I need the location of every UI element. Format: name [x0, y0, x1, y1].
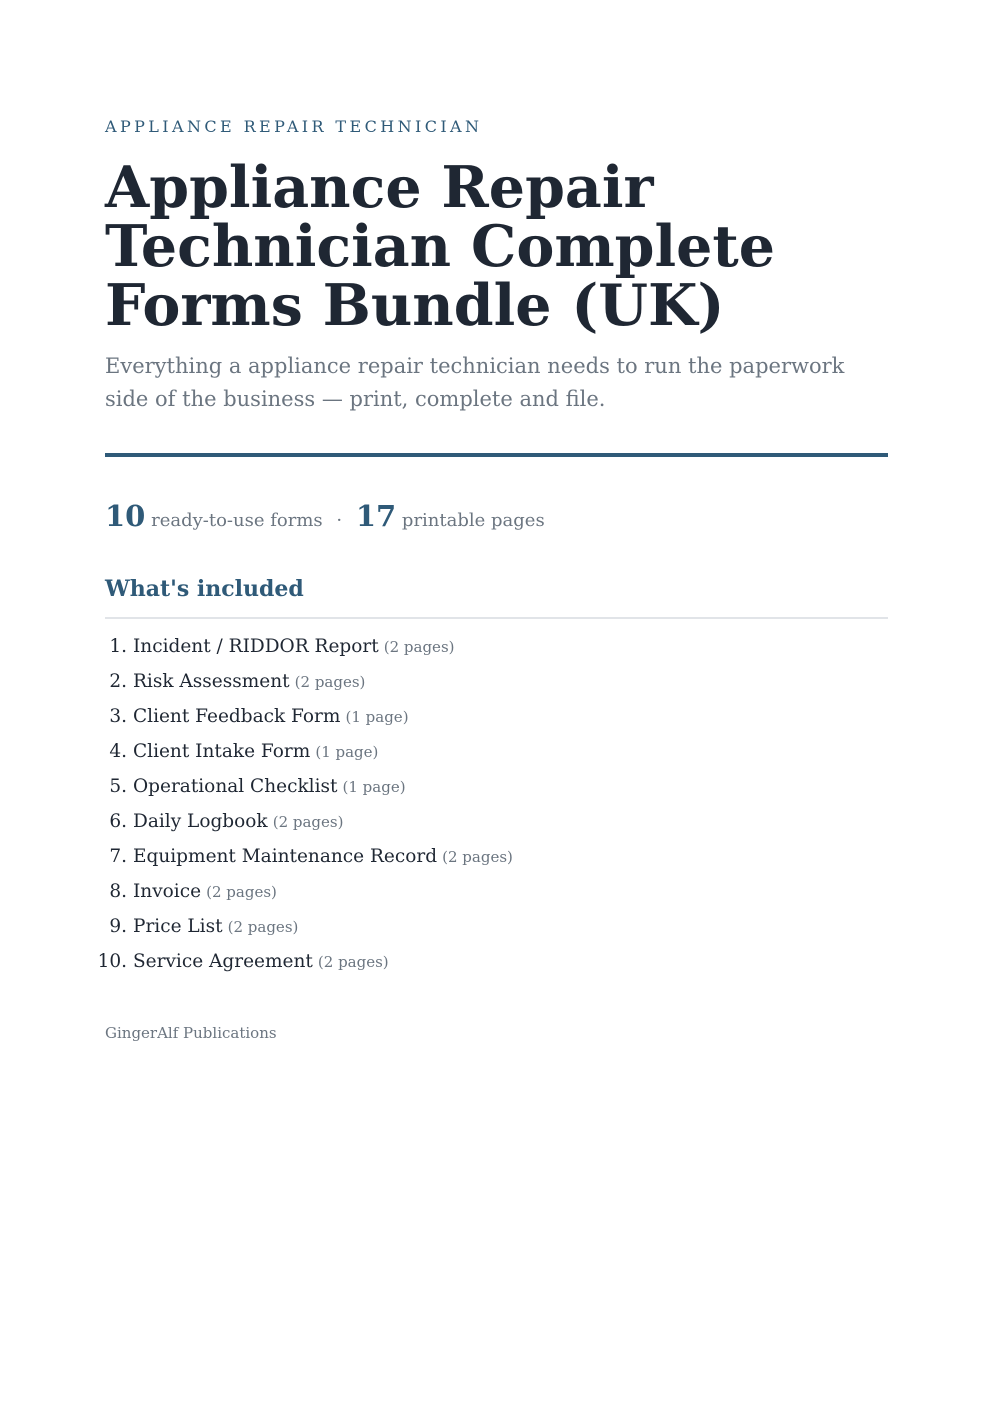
form-page-count: (1 page) [315, 743, 379, 761]
form-name: Client Feedback Form [133, 706, 341, 727]
included-heading: What's included [105, 576, 304, 602]
list-item-text [133, 707, 409, 726]
list-item-number: 4. [109, 741, 127, 762]
list-item-text [133, 847, 513, 866]
bundle-stats [105, 496, 545, 541]
form-name: Invoice [133, 881, 202, 902]
form-name: Daily Logbook [133, 811, 268, 832]
document-subtitle: Everything a appliance repair technician needs to run the paperwork side of the business — print, complete and file. [105, 354, 845, 411]
list-item-number: 7. [109, 846, 127, 867]
list-item [105, 839, 513, 874]
category-eyebrow: APPLIANCE REPAIR TECHNICIAN [105, 117, 483, 136]
forms-list [97, 629, 513, 979]
form-page-count: (2 pages) [227, 918, 299, 936]
document-title: Appliance Repair Technician Complete Forms Bundle (UK) [105, 154, 776, 339]
stats-separator: · [336, 510, 343, 531]
list-item-number: 2. [109, 671, 127, 692]
section-divider [105, 617, 888, 619]
form-page-count: (2 pages) [442, 848, 513, 866]
list-item-number: 9. [109, 916, 127, 937]
list-item [105, 629, 485, 664]
forms-count: 10 [105, 499, 146, 533]
form-name: Service Agreement [133, 951, 313, 972]
list-item-text [133, 882, 277, 901]
publisher-name: GingerAlf Publications [105, 1024, 277, 1042]
list-item-text [133, 812, 343, 831]
form-page-count: (2 pages) [317, 953, 389, 971]
list-item [105, 734, 485, 769]
list-item [105, 664, 485, 699]
pages-count: 17 [355, 499, 397, 533]
form-name: Incident / RIDDOR Report [133, 636, 379, 657]
form-page-count: (2 pages) [272, 813, 344, 831]
list-item-number: 5. [109, 776, 127, 797]
list-item-text [133, 637, 455, 656]
list-item-text [133, 917, 298, 936]
list-item-text [133, 777, 406, 796]
list-item [105, 909, 485, 944]
list-item-text [133, 742, 378, 761]
list-item-text [133, 672, 365, 691]
form-name: Operational Checklist [133, 776, 338, 797]
form-name: Price List [133, 916, 223, 937]
form-page-count: (2 pages) [294, 673, 366, 691]
form-page-count: (1 page) [345, 708, 409, 726]
form-page-count: (2 pages) [383, 638, 455, 656]
form-page-count: (2 pages) [206, 883, 277, 901]
list-item-number: 3. [109, 706, 127, 727]
form-name: Client Intake Form [133, 741, 311, 762]
form-name: Risk Assessment [133, 671, 290, 692]
list-item [105, 699, 485, 734]
list-item-text [133, 952, 389, 971]
list-item-number: 10. [97, 951, 127, 972]
list-item-number: 6. [109, 811, 127, 832]
list-item-number: 1. [109, 636, 127, 657]
list-item [105, 769, 485, 804]
list-item [97, 944, 485, 979]
list-item-number: 8. [109, 881, 127, 902]
forms-count-label: ready-to-use forms [151, 510, 323, 531]
form-name: Equipment Maintenance Record [133, 846, 438, 867]
list-item [105, 874, 485, 909]
list-item [105, 804, 485, 839]
form-page-count: (1 page) [342, 778, 406, 796]
pages-count-label: printable pages [401, 510, 545, 531]
header-divider [105, 453, 888, 457]
